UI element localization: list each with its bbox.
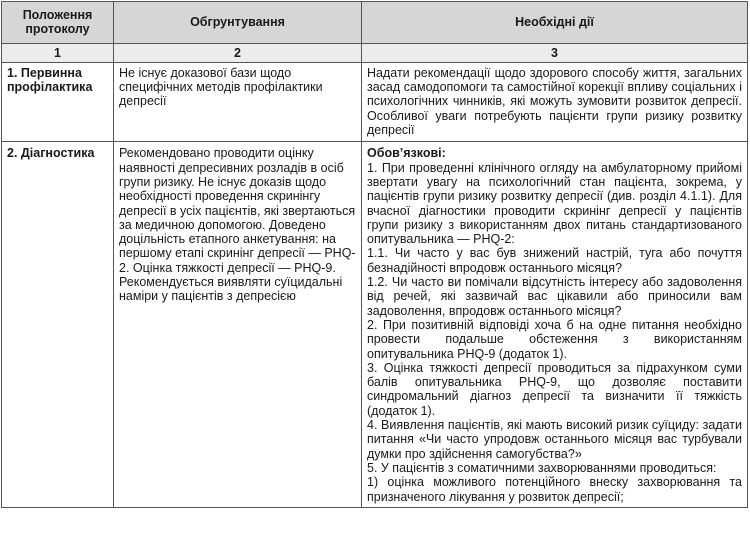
- column-number-3: 3: [362, 43, 748, 62]
- row-diagnostics: [2, 142, 748, 507]
- protocol-table: [1, 1, 748, 508]
- row2-position: 2. Діагностика: [2, 142, 114, 507]
- action-item-4: 4. Виявлення пацієнтів, які мають високий ризик суїциду: задати питання «Чи часто упродовж останнього місяця вас турбували думки про здійснення самогубства?»: [367, 418, 742, 461]
- action-item-1: 1. При проведенні клінічного огляду на амбулаторному прийомі звертати увагу на психологічний стан пацієнта, зокрема, у пацієнтів групи ризику розвитку депресії (див. розділ 4.1.1). Для вчасної діагностики проводити скринінг депресії у пацієнтів групи ризику з використанням двох питань стандартизованого опитувальника — PHQ-2:: [367, 160, 742, 247]
- column-numbers-row: [2, 43, 748, 62]
- action-item-5: 5. У пацієнтів з соматичними захворюваннями проводиться:: [367, 460, 717, 475]
- header-position: Положення протоколу: [2, 2, 114, 44]
- header-rationale: Обгрунтування: [114, 2, 362, 44]
- header-actions: Необхідні дії: [362, 2, 748, 44]
- row1-position: 1. Первинна профілактика: [2, 62, 114, 141]
- row-primary-prevention: [2, 62, 748, 141]
- action-item-1-1: 1.1. Чи часто у вас був знижений настрій, туга або почуття безнадійності впродовж останнього місяця?: [367, 246, 742, 275]
- column-number-1: 1: [2, 43, 114, 62]
- header-row: [2, 2, 748, 44]
- row2-rationale: Рекомендовано проводити оцінку наявності депресивних розладів в осіб групи ризику. Не існує доказів щодо необхідності проведення скринінгу депресії в усіх пацієнтів, які звертаються за медичною допомогою. Доведено доцільність етапного анкетування: на першому етапі скринінг депресії — PHQ-2. Оцінка тяжкості депресії — PHQ-9. Рекомендується виявляти суїцидальні наміри у пацієнтів з депресією: [114, 142, 362, 507]
- action-item-5-1: 1) оцінка можливого потенційного внеску захворювання та призначеного лікування у розвиток депресії;: [367, 475, 742, 504]
- row2-actions-title: Обов’язкові:: [367, 146, 446, 161]
- row2-actions: [362, 142, 748, 507]
- action-item-2: 2. При позитивній відповіді хоча б на одне питання необхідно провести подальше обстеження з використанням опитувальника PHQ-9 (додаток 1).: [367, 317, 742, 361]
- column-number-2: 2: [114, 43, 362, 62]
- action-item-3: 3. Оцінка тяжкості депресії проводиться за підрахунком суми балів опитувальника PHQ-9, що дозволяє поставити синдромальний діагноз депресії та визначити її тяжкість (додаток 1).: [367, 360, 742, 418]
- action-item-1-2: 1.2. Чи часто ви помічали відсутність інтересу або задоволення від речей, які зазвичай вас цікавили або приносили вам задоволення, впродовж останнього місяця?: [367, 275, 742, 318]
- row1-actions: Надати рекомендації щодо здорового способу життя, загальних засад самодопомоги та самостійної корекції впливу соціальних і психологічних чинників, які можуть зумовити розвиток депресії. Особливої уваги потребують пацієнти групи ризику розвитку депресії: [362, 62, 748, 141]
- row1-rationale: Не існує доказової бази щодо специфічних методів профілактики депресії: [114, 62, 362, 141]
